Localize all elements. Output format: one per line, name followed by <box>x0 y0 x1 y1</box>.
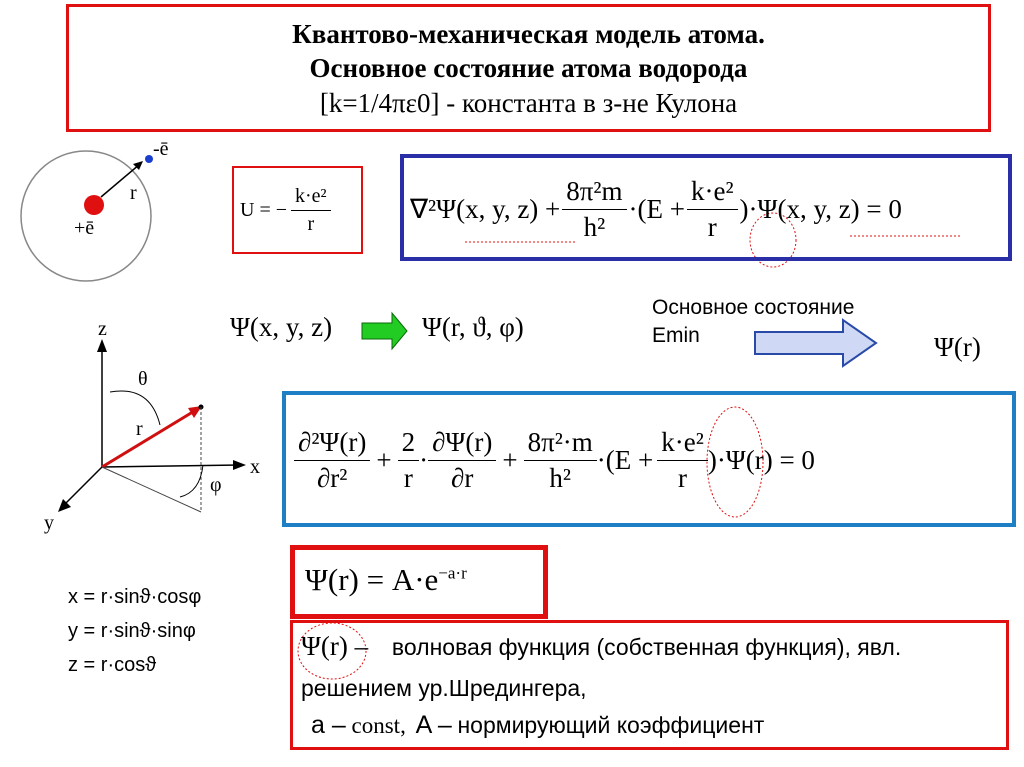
schr-frac2-den: r <box>707 211 717 242</box>
vector-r-label: r <box>136 418 143 440</box>
title-line-1: Квантово-механическая модель атома. <box>292 19 765 49</box>
radial-f1-num: ∂²Ψ(r) <box>294 427 370 461</box>
theta-label: θ <box>138 368 148 390</box>
y-label: y <box>44 512 54 534</box>
radial-f5-num: k·e² <box>657 427 708 461</box>
x-arrowhead <box>233 460 246 470</box>
schr-part2: ·(E + <box>628 193 685 224</box>
potential-formula <box>240 178 331 242</box>
green-arrow <box>362 313 407 349</box>
radial-equation-box <box>282 391 1016 527</box>
title-line-3: [k=1/4πε0] - константа в з-не Кулона <box>319 88 738 118</box>
title-line-2: Основное состояние атома водорода <box>309 53 748 83</box>
radial-f4 <box>524 427 597 494</box>
theta-arc <box>110 391 160 425</box>
radial-mid: ·(E + <box>596 444 654 475</box>
phi-label: φ <box>210 474 222 496</box>
transform-to: Ψ(r, ϑ, φ) <box>422 312 524 342</box>
radial-plus2: + <box>502 444 518 475</box>
radial-f2 <box>398 427 420 494</box>
projection-base <box>102 467 201 512</box>
desc-A-sym: A – <box>415 711 452 739</box>
solution-lhs: Ψ(r) = A·e <box>305 562 439 597</box>
phi-arc <box>180 465 203 497</box>
coord-x: x = r·sinϑ·cosφ <box>68 586 202 608</box>
schrodinger-box <box>400 154 1012 261</box>
desc-a-sym: a – <box>311 711 346 739</box>
y-axis <box>62 467 102 507</box>
desc-line-3 <box>311 711 764 740</box>
desc-line-1 <box>301 631 901 662</box>
desc-a-text: const, <box>351 713 406 738</box>
potential-fraction <box>291 185 331 236</box>
radial-f3-num: ∂Ψ(r) <box>428 427 496 461</box>
description-box <box>290 620 1009 750</box>
radial-dot1: · <box>419 444 429 475</box>
schr-frac1-den: h² <box>583 211 606 242</box>
radial-f1-den: ∂r² <box>316 462 348 493</box>
schr-frac1 <box>562 176 626 243</box>
radial-f4-num: 8π²·m <box>524 427 597 461</box>
desc-A-text: нормирующий коэффициент <box>457 712 765 738</box>
schr-frac1-num: 8π²m <box>562 176 626 210</box>
radial-tail: )·Ψ(r) = 0 <box>707 444 815 475</box>
x-label: x <box>250 456 260 478</box>
ground-state-label: Основное состояние <box>652 296 855 319</box>
z-label: z <box>98 318 107 340</box>
x-axis <box>102 465 240 467</box>
potential-num: k·e² <box>291 185 331 211</box>
solution-formula <box>305 562 467 598</box>
potential-box <box>232 166 363 254</box>
nucleus <box>84 195 104 215</box>
radial-f2-num: 2 <box>398 427 420 461</box>
radial-f5-den: r <box>678 462 688 493</box>
solution-exponent: −a·r <box>438 563 467 583</box>
radius-label: r <box>130 182 137 204</box>
desc-psi: Ψ(r) – <box>301 631 369 661</box>
radial-f5 <box>657 427 708 494</box>
radial-f3-den: ∂r <box>451 462 474 493</box>
desc-line-2: решением ур.Шредингера, <box>301 675 587 701</box>
coord-y: y = r·sinϑ·sinφ <box>68 620 196 642</box>
schrodinger-equation <box>410 168 902 250</box>
desc-line-1-text: волновая функция (собственная функция), явл. <box>391 634 902 660</box>
solution-box <box>290 545 548 619</box>
radial-f2-den: r <box>403 462 413 493</box>
electron <box>145 155 153 163</box>
potential-den: r <box>307 212 315 235</box>
radial-equation <box>294 415 815 505</box>
electron-label: -ē <box>153 138 169 160</box>
radial-f3 <box>428 427 496 494</box>
schr-frac2-num: k·e² <box>687 176 738 210</box>
nucleus-label: +ē <box>74 217 95 239</box>
radial-f4-den: h² <box>549 462 571 493</box>
ground-state-psi: Ψ(r) <box>934 332 981 362</box>
coord-z: z = r·cosϑ <box>68 654 157 676</box>
emin-label: Emin <box>652 324 700 347</box>
blue-arrow <box>755 320 876 366</box>
potential-lhs: U = − <box>240 198 288 221</box>
radius-vector <box>102 410 196 467</box>
radial-f1 <box>294 427 370 494</box>
schr-part1: ∇²Ψ(x, y, z) + <box>410 193 561 224</box>
schr-part3: )·Ψ(x, y, z) = 0 <box>739 193 902 224</box>
transform-from: Ψ(x, y, z) <box>230 312 333 342</box>
schr-frac2 <box>687 176 738 243</box>
radial-plus1: + <box>376 444 392 475</box>
